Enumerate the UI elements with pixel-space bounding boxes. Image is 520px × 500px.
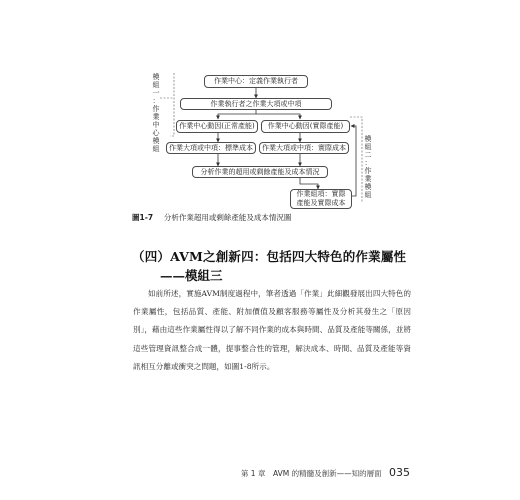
box-analyze: 分析作業的超用或剩餘產能及成本情況 [192,166,328,178]
page-number: 035 [389,466,410,479]
box-group-actual: 作業組項：實際產能及實際成本 [290,189,352,209]
figure-caption [132,212,291,223]
box-std-cost: 作業大項或中項：標準成本 [166,142,256,154]
page-footer [241,466,410,479]
body-paragraph-block [133,285,411,376]
section-heading: （四）AVM之創新四：包括四大特色的作業屬性 [132,249,407,264]
box-driver-actual: 作業中心動因(實際產能) [261,120,350,133]
connector-analyze-to-group [300,178,318,189]
flow-diagram [0,0,520,215]
figure-title: 分析作業超用或剩餘產能及成本情況圖 [163,213,292,222]
connector-group-to-actual-driver [351,126,356,196]
box-items-execute: 作業執行者之作業大項或中項 [180,98,332,110]
body-paragraph: 如前所述，實施AVM制度過程中，筆者透過「作業」此細觀發展出四大特色的作業屬性，包括品質、產能、附加價值及顧客服務等屬性及分析其發生之「原因別」，藉由這些作業屬性得以了解不同作業的成本與時間、品質及產能等關係，並將這些管理資訊整合成一體，提事整合性的管理，解決成本、時間、品質及產能等資訊相互分離或衝突之問題，如圖1-8所示。 [133,289,411,371]
box-actual-cost: 作業大項或中項：實際成本 [259,142,349,154]
box-driver-normal: 作業中心動因(正常產能) [176,120,258,133]
box-center-define: 作業中心：定義作業執行者 [204,75,308,88]
running-footer-chapter: 第 1 章 AVM 的精髓及創新——知的層面 [240,469,382,478]
connector-items-to-actual [256,114,300,119]
module-one-label: 模 組 一 ： 作 業 中 心 模 組 [152,73,160,153]
connector-items-to-normal [218,110,256,119]
module-two-label: 模 組 二 ： 作 業 模 組 [364,135,372,199]
module-one-boundary [170,73,174,136]
section-subheading: ——模組三 [160,268,223,283]
figure-number: 圖1-7 [132,213,154,222]
